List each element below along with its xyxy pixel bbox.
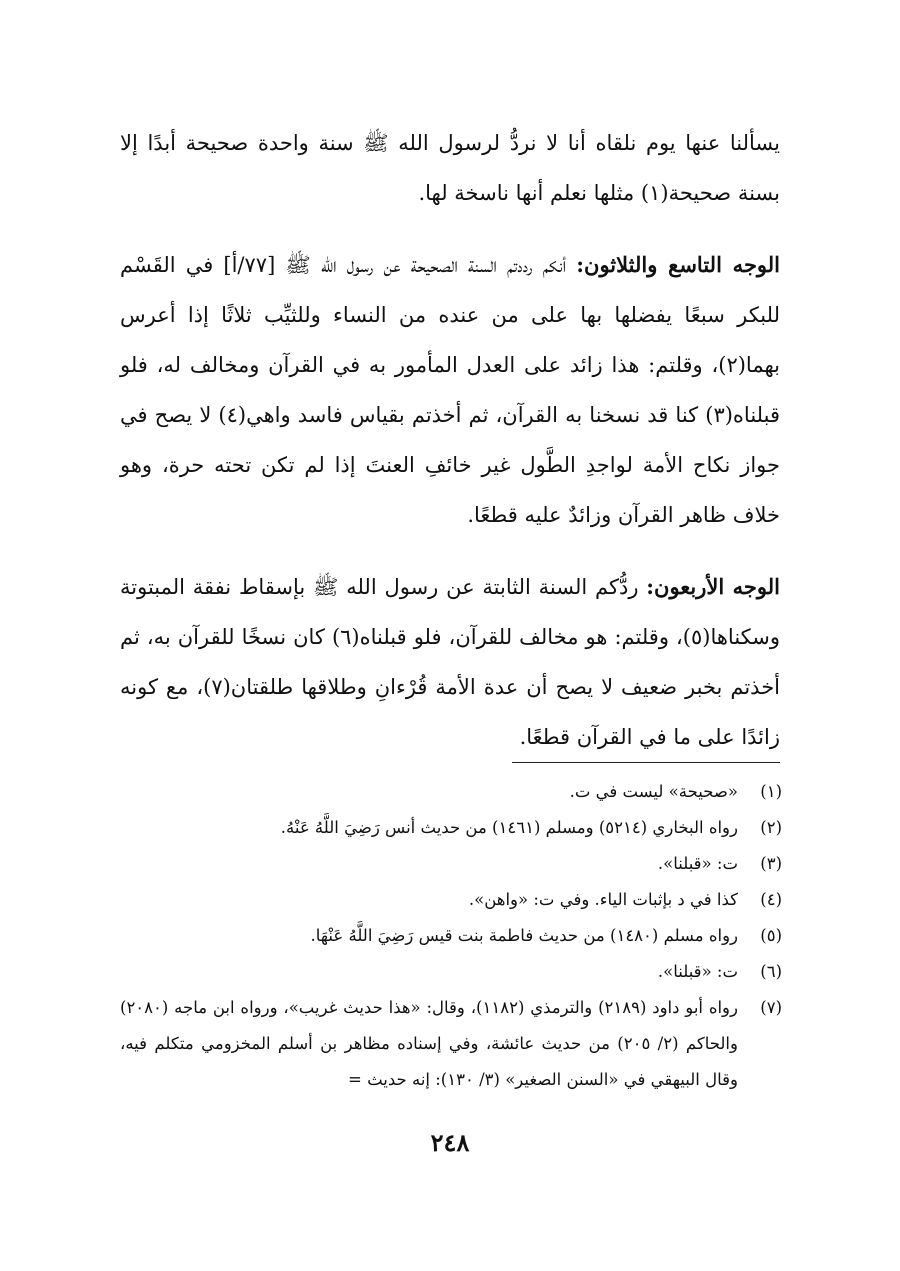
page-number: ٢٤٨ (430, 1128, 470, 1157)
paragraph-2 (120, 240, 780, 540)
paragraph-3 (120, 562, 780, 762)
footnote-number: (٧) (760, 998, 782, 1017)
footnote-number: (٦) (760, 962, 782, 981)
paragraph-2-text: أنكم رددتم السنة الصحيحة عن رسول الله ﷺ [٧٧/أ] في القَسْم للبكر سبعًا يفضلها بها على من عنده من النساء وللثيِّب ثلاثًا إذا أعرس بهما(٢)، وقلتم: هذا زائد على العدل المأمور به في القرآن ومخالف له، فلو قبلناه(٣) كنا قد نسخنا به القرآن، ثم أخذتم بقياس فاسد واهي(٤) لا يصح في جواز نكاح الأمة لواجدِ الطَّول غير خائفِ العنتَ إذا لم تكن تحته حرة، وهو خلاف ظاهر القرآن وزائدٌ عليه قطعًا. (120, 253, 780, 527)
footnote-2 (120, 810, 782, 846)
footnote-text: ت: «قبلنا». (657, 854, 738, 873)
footnote-text: ت: «قبلنا». (657, 962, 738, 981)
footnote-1 (120, 774, 782, 810)
footnote-text: «صحيحة» ليست في ت. (569, 782, 738, 801)
paragraph-2-lead: الوجه التاسع والثلاثون: (576, 252, 781, 277)
footnote-number: (٤) (760, 890, 782, 909)
footnote-number: (٣) (760, 854, 782, 873)
paragraph-3-lead: الوجه الأربعون: (646, 574, 780, 599)
footnote-separator (512, 762, 780, 763)
footnote-5 (120, 918, 782, 954)
footnotes (120, 774, 782, 1098)
footnote-3 (120, 846, 782, 882)
footnote-text: رواه البخاري (٥٢١٤) ومسلم (١٤٦١) من حديث أنس رَضِيَ اللَّهُ عَنْهُ. (280, 818, 738, 837)
footnote-number: (٢) (760, 818, 782, 837)
paragraph-1 (120, 118, 780, 218)
paragraph-1-text: يسألنا عنها يوم نلقاه أنا لا نردُّ لرسول الله ﷺ سنة واحدة صحيحة أبدًا إلا بسنة صحيحة(١) مثلها نعلم أنها ناسخة لها. (120, 131, 780, 205)
footnote-7 (120, 990, 782, 1098)
footnote-number: (١) (760, 782, 782, 801)
footnote-6 (120, 954, 782, 990)
footnote-text: رواه مسلم (١٤٨٠) من حديث فاطمة بنت قيس رَضِيَ اللَّهُ عَنْهَا. (310, 926, 738, 945)
main-text (120, 118, 780, 784)
footnote-number: (٥) (760, 926, 782, 945)
footnote-text: رواه أبو داود (٢١٨٩) والترمذي (١١٨٢)، وقال: «هذا حديث غريب»، ورواه ابن ماجه (٢٠٨٠) والحاكم (٢/ ٢٠٥) من حديث عائشة، وفي إسناده مظاهر بن أسلم المخزومي متكلم فيه، وقال البيهقي في «السنن الصغير» (٣/ ١٣٠): إنه حديث = (120, 998, 738, 1089)
paragraph-3-text: ردُّكم السنة الثابتة عن رسول الله ﷺ بإسقاط نفقة المبتوتة وسكناها(٥)، وقلتم: هو مخالف للقرآن، فلو قبلناه(٦) كان نسخًا للقرآن به، ثم أخذتم بخبر ضعيف لا يصح أن عدة الأمة قُرْءانِ وطلاقها طلقتان(٧)، مع كونه زائدًا على ما في القرآن قطعًا. (120, 575, 781, 749)
footnote-4 (120, 882, 782, 918)
footnote-text: كذا في د بإثبات الياء. وفي ت: «واهن». (468, 890, 738, 909)
